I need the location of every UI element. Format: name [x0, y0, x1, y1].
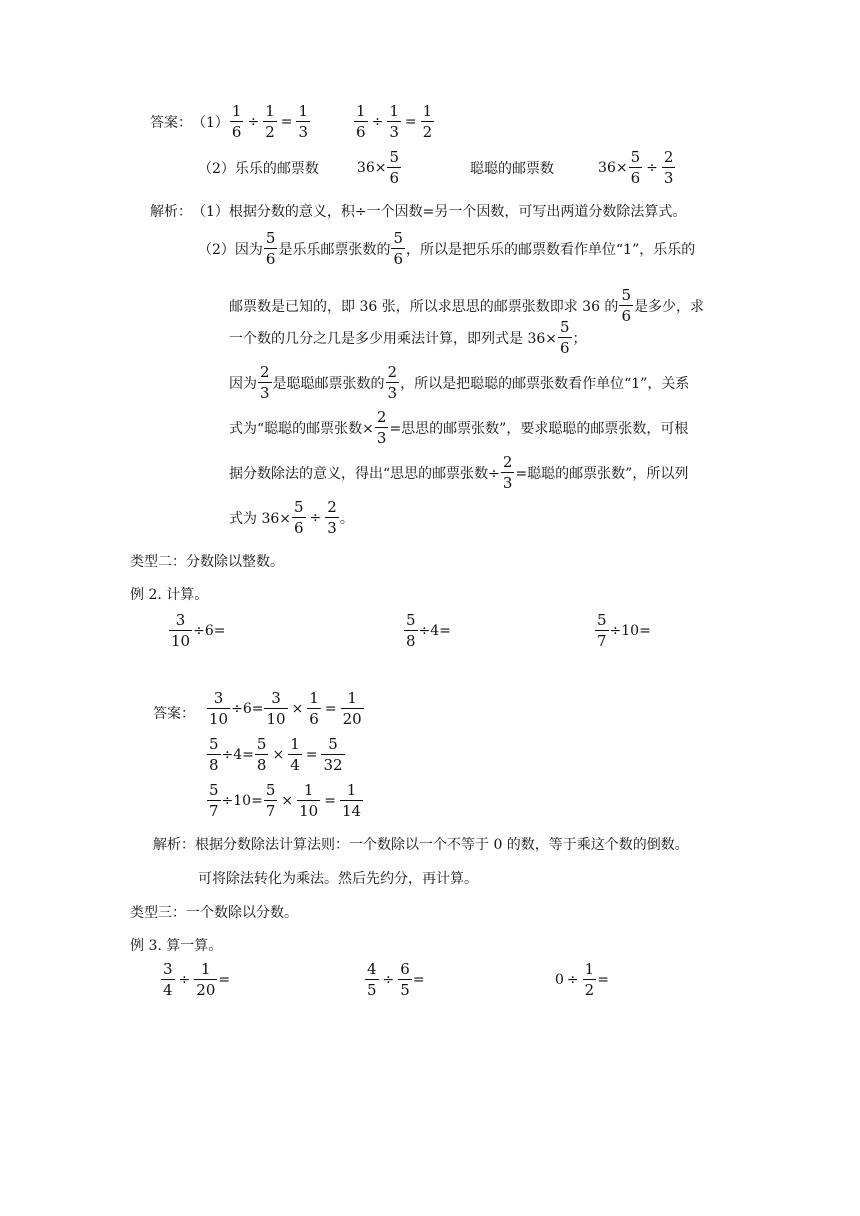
fraction: $\frac{2}{3}$	[387, 363, 398, 402]
fraction: $\frac{3}{4}$	[163, 960, 173, 999]
fraction: $\frac{1}{20}$	[196, 960, 216, 999]
example2-question-3: $\frac{5}{7}$ ÷10=	[597, 611, 651, 650]
fraction: $\frac{1}{6}$	[231, 102, 242, 141]
example3-title: 例 3. 算一算。	[130, 938, 223, 954]
fraction: $\frac{1}{6}$	[309, 689, 319, 728]
fraction: $\frac{2}{3}$	[663, 148, 674, 187]
fraction: $\frac{6}{5}$	[400, 960, 410, 999]
part-1-label: （1）	[192, 115, 229, 131]
fraction: $\frac{5}{8}$	[209, 735, 219, 774]
fraction: $\frac{1}{4}$	[290, 735, 300, 774]
ex1-analysis-line6: 式为“聪聪的邮票张数× $\frac{2}{3}$ =思思的邮票张数”，要求聪聪的邮票张数，可根	[229, 408, 689, 447]
lele-stamps-label: 乐乐的邮票数	[234, 161, 319, 177]
fraction: $\frac{2}{3}$	[327, 498, 337, 537]
fraction: $\frac{5}{6}$	[389, 148, 400, 187]
type2-heading: 类型二：分数除以整数。	[130, 554, 284, 570]
ex1-analysis-line4: 一个数的几分之几是多少用乘法计算，即列式是 36× $\frac{5}{6}$ ；	[229, 318, 587, 357]
ex1-analysis-line2: （2）因为 $\frac{5}{6}$ 是乐乐邮票张数的 $\frac{5}{6}$ ，所以是把乐乐的邮票数看作单位“1”，乐乐的	[198, 229, 696, 268]
example2-answer-1: $\frac{3}{10}$ ÷6= $\frac{3}{10}$ × $\frac{1}{6}$ = $\frac{1}{20}$	[209, 689, 362, 728]
fraction: $\frac{5}{8}$	[406, 611, 416, 650]
fraction: $\frac{3}{10}$	[171, 611, 191, 650]
fraction: $\frac{1}{3}$	[298, 102, 309, 141]
part-2-label: （2）	[198, 161, 235, 177]
example2-question-2: $\frac{5}{8}$ ÷4=	[406, 611, 451, 650]
fraction: $\frac{3}{10}$	[266, 689, 286, 728]
fraction: $\frac{5}{7}$	[209, 781, 219, 820]
answer-label: 答案：	[150, 115, 192, 131]
ex1-analysis-line5: 因为 $\frac{2}{3}$ 是聪聪邮票张数的 $\frac{2}{3}$ ，所以是把聪聪的邮票张数看作单位“1”，关系	[229, 363, 690, 402]
fraction: $\frac{3}{10}$	[209, 689, 229, 728]
fraction: $\frac{5}{6}$	[630, 148, 641, 187]
example3-question-2: $\frac{4}{5}$ ÷ $\frac{6}{5}$ =	[367, 960, 425, 999]
congcong-stamps-label: 聪聪的邮票数	[470, 161, 555, 177]
fraction: $\frac{2}{3}$	[260, 363, 270, 402]
analysis-label: 解析：	[150, 204, 192, 220]
fraction: $\frac{5}{7}$	[265, 781, 276, 820]
example2-answer-3: $\frac{5}{7}$ ÷10= $\frac{5}{7}$ × $\frac{1}{10}$ = $\frac{1}{14}$	[209, 781, 362, 820]
fraction: $\frac{1}{2}$	[584, 960, 595, 999]
ex1-analysis-line3: 邮票数是已知的，即 36 张，所以求思思的邮票张数即求 36 的 $\frac{5}{6}$ 是多少，求	[229, 286, 704, 325]
example2-answer-label: 答案：	[153, 706, 195, 722]
ex1-analysis-line8: 式为 36× $\frac{5}{6}$ ÷ $\frac{2}{3}$ 。	[229, 498, 354, 537]
fraction: $\frac{1}{2}$	[265, 102, 275, 141]
fraction: $\frac{4}{5}$	[367, 960, 377, 999]
analysis-label: 解析：	[153, 837, 195, 853]
fraction: $\frac{5}{32}$	[323, 735, 343, 774]
example2-question-1: $\frac{3}{10}$ ÷6=	[171, 611, 226, 650]
example2-analysis-line1: 解析： 根据分数除法计算法则：一个数除以一个不等于 0 的数，等于乘这个数的倒数。	[153, 834, 689, 854]
fraction: $\frac{5}{6}$	[265, 229, 276, 268]
fraction: $\frac{5}{6}$	[560, 318, 570, 357]
fraction: $\frac{5}{6}$	[621, 286, 631, 325]
ex1-answer-line1: 答案： （1） $\frac{1}{6}$ ÷ $\frac{1}{2}$ = $\frac{1}{3}$ $\frac{1}{6}$ ÷ $\frac{1}{3}$ = $\frac{1}{2}$	[150, 102, 433, 141]
example2-analysis-line2: 可将除法转化为乘法。然后先约分，再计算。	[198, 871, 478, 887]
fraction: $\frac{5}{6}$	[294, 498, 304, 537]
fraction: $\frac{1}{14}$	[341, 781, 362, 820]
fraction: $\frac{1}{10}$	[299, 781, 319, 820]
example3-question-1: $\frac{3}{4}$ ÷ $\frac{1}{20}$ =	[163, 960, 231, 999]
type3-heading: 类型三：一个数除以分数。	[130, 905, 298, 921]
fraction: $\frac{1}{6}$	[356, 102, 366, 141]
fraction: $\frac{1}{2}$	[422, 102, 433, 141]
fraction: $\frac{2}{3}$	[502, 453, 513, 492]
fraction: $\frac{1}{20}$	[342, 689, 362, 728]
fraction: $\frac{5}{8}$	[256, 735, 267, 774]
example2-answer-2: $\frac{5}{8}$ ÷4= $\frac{5}{8}$ × $\frac{1}{4}$ = $\frac{5}{32}$	[209, 735, 343, 774]
fraction: $\frac{1}{3}$	[389, 102, 399, 141]
ex1-analysis-line1: 解析： （1）根据分数的意义，积÷一个因数=另一个因数，可写出两道分数除法算式。	[150, 201, 686, 221]
fraction: $\frac{5}{7}$	[597, 611, 607, 650]
ex1-analysis-line7: 据分数除法的意义，得出“思思的邮票张数÷ $\frac{2}{3}$ =聪聪的邮票张数”，所以列	[229, 453, 689, 492]
fraction: $\frac{2}{3}$	[376, 408, 387, 447]
example2-title: 例 2. 计算。	[130, 587, 209, 603]
ex1-answer-line2: （2） 乐乐的邮票数 36 × $\frac{5}{6}$ 聪聪的邮票数 36 × $\frac{5}{6}$ ÷ $\frac{2}{3}$	[198, 148, 674, 187]
fraction: $\frac{5}{6}$	[393, 229, 404, 268]
example3-question-3: 0 ÷ $\frac{1}{2}$ =	[555, 960, 609, 999]
